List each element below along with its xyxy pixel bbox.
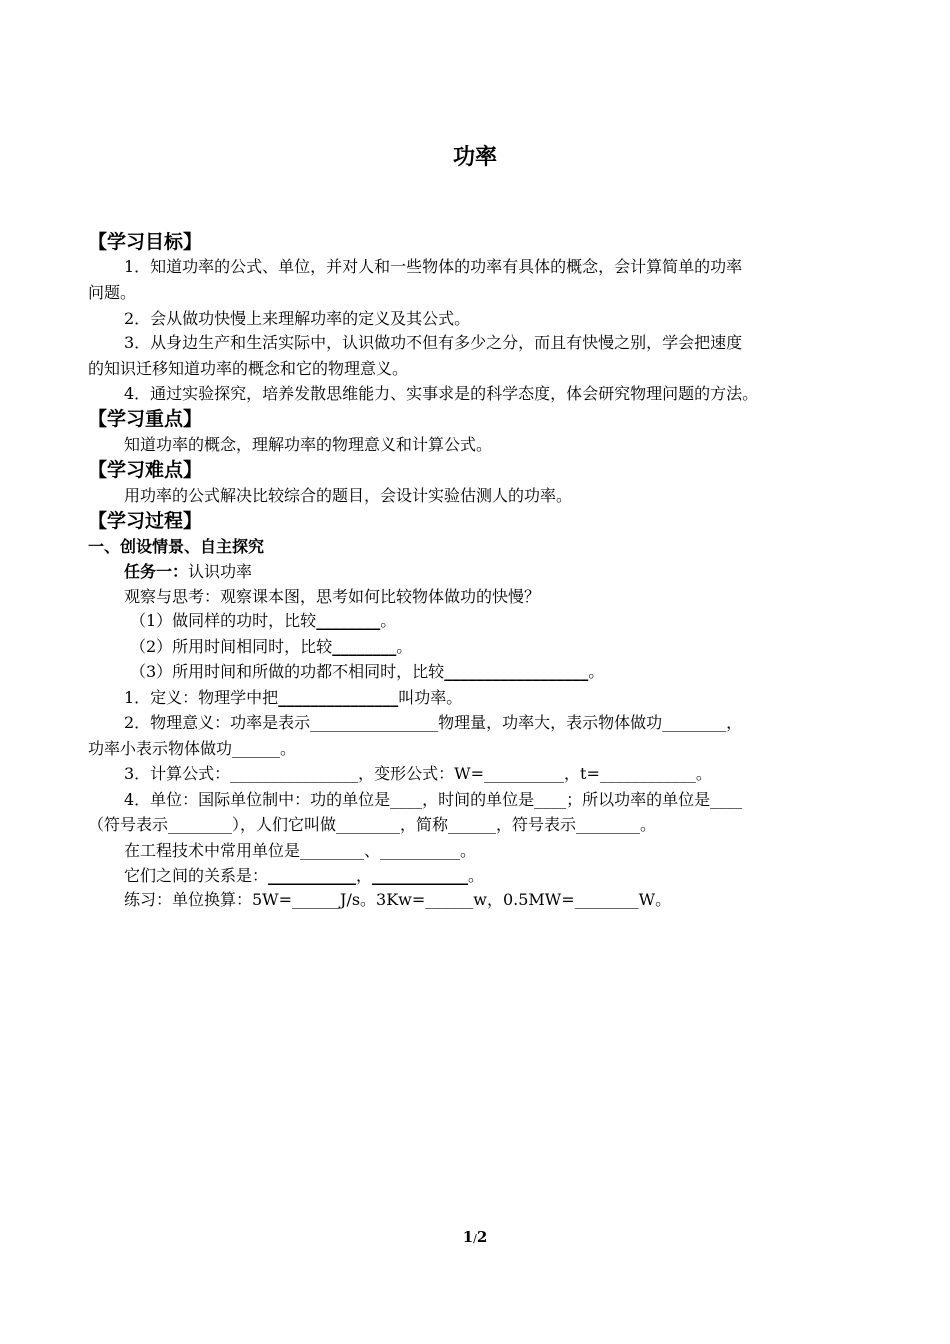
relation-blank-2: ____________ (372, 866, 469, 885)
definition-blank: _______________ (278, 688, 399, 707)
question-1 (130, 608, 396, 634)
relation-end: 。 (468, 866, 485, 885)
goal-2: 2．会从做功快慢上来理解功率的定义及其公式。 (124, 309, 471, 328)
relation-line (124, 863, 484, 889)
relation-text: 它们之间的关系是： (124, 866, 269, 885)
question-3 (130, 659, 604, 685)
question-2-text: （2）所用时间相同时，比较 (130, 637, 333, 656)
difficulty-text: 用功率的公式解决比较综合的题目，会设计实验估测人的功率。 (124, 486, 573, 505)
question-2 (130, 634, 412, 660)
section-heading-difficulty: 【学习难点】 (88, 459, 203, 481)
question-2-blank: ________ (332, 637, 397, 656)
part-one-heading: 一、创设情景、自主探究 (88, 537, 265, 556)
question-3-text: （3）所用时间和所做的功都不相同时，比较 (130, 662, 445, 681)
question-3-end: 。 (588, 662, 605, 681)
goal-3-line-1: 3．从身边生产和生活实际中，认识做功不但有多少之分，而且有快慢之别，学会把速度 (124, 333, 743, 352)
page-separator: / (473, 1232, 477, 1245)
practice-line: 练习：单位换算：5W=______J/s。3Kw=______w，0.5MW=________W。 (124, 890, 672, 909)
question-1-text: （1）做同样的功时，比较 (130, 611, 317, 630)
question-1-end: 。 (380, 611, 397, 630)
question-1-blank: ________ (316, 611, 381, 630)
goal-1-line-2: 问题。 (88, 283, 137, 302)
page-total: 2 (476, 1228, 488, 1246)
goal-4: 4．通过实验探究，培养发散思维能力、实事求是的科学态度，体会研究物理问题的方法。 (124, 384, 759, 403)
page-title: 功率 (452, 145, 497, 170)
goal-3-line-2: 的知识迁移知道功率的概念和它的物理意义。 (88, 359, 409, 378)
engineering-units: 在工程技术中常用单位是________、__________。 (124, 841, 477, 860)
definition-end: 叫功率。 (398, 688, 463, 707)
key-text: 知道功率的概念，理解功率的物理意义和计算公式。 (124, 435, 493, 454)
page-current: 1 (462, 1228, 474, 1246)
task-one (124, 559, 252, 585)
question-3-blank: __________________ (444, 662, 589, 681)
meaning-line-2: 功率小表示物体做功______。 (88, 739, 297, 758)
section-heading-goals: 【学习目标】 (88, 231, 203, 253)
formula-line: 3．计算公式：________________，变形公式：W=__________，t=____________。 (124, 764, 712, 783)
relation-blank-1: ___________ (268, 866, 357, 885)
meaning-line-1: 2．物理意义：功率是表示________________物理量，功率大，表示物体做功________， (124, 713, 743, 732)
goal-1-line-1: 1．知道功率的公式、单位，并对人和一些物体的功率有具体的概念，会计算简单的功率 (124, 257, 743, 276)
unit-line-2: （符号表示________），人们它叫做________，简称______，符号表示________。 (88, 815, 657, 834)
section-heading-process: 【学习过程】 (88, 510, 203, 532)
question-2-end: 。 (396, 637, 413, 656)
unit-line-1: 4．单位：国际单位制中：功的单位是____，时间的单位是____；所以功率的单位是____ (124, 790, 743, 809)
section-heading-key: 【学习重点】 (88, 408, 203, 430)
page-number (0, 1228, 950, 1246)
task-one-label: 任务一： (124, 562, 189, 581)
task-one-text: 认识功率 (188, 562, 253, 581)
relation-separator: ， (356, 866, 373, 885)
definition-text: 1．定义：物理学中把 (124, 688, 279, 707)
definition (124, 685, 462, 711)
observe-text: 观察与思考：观察课本图，思考如何比较物体做功的快慢？ (124, 587, 541, 606)
